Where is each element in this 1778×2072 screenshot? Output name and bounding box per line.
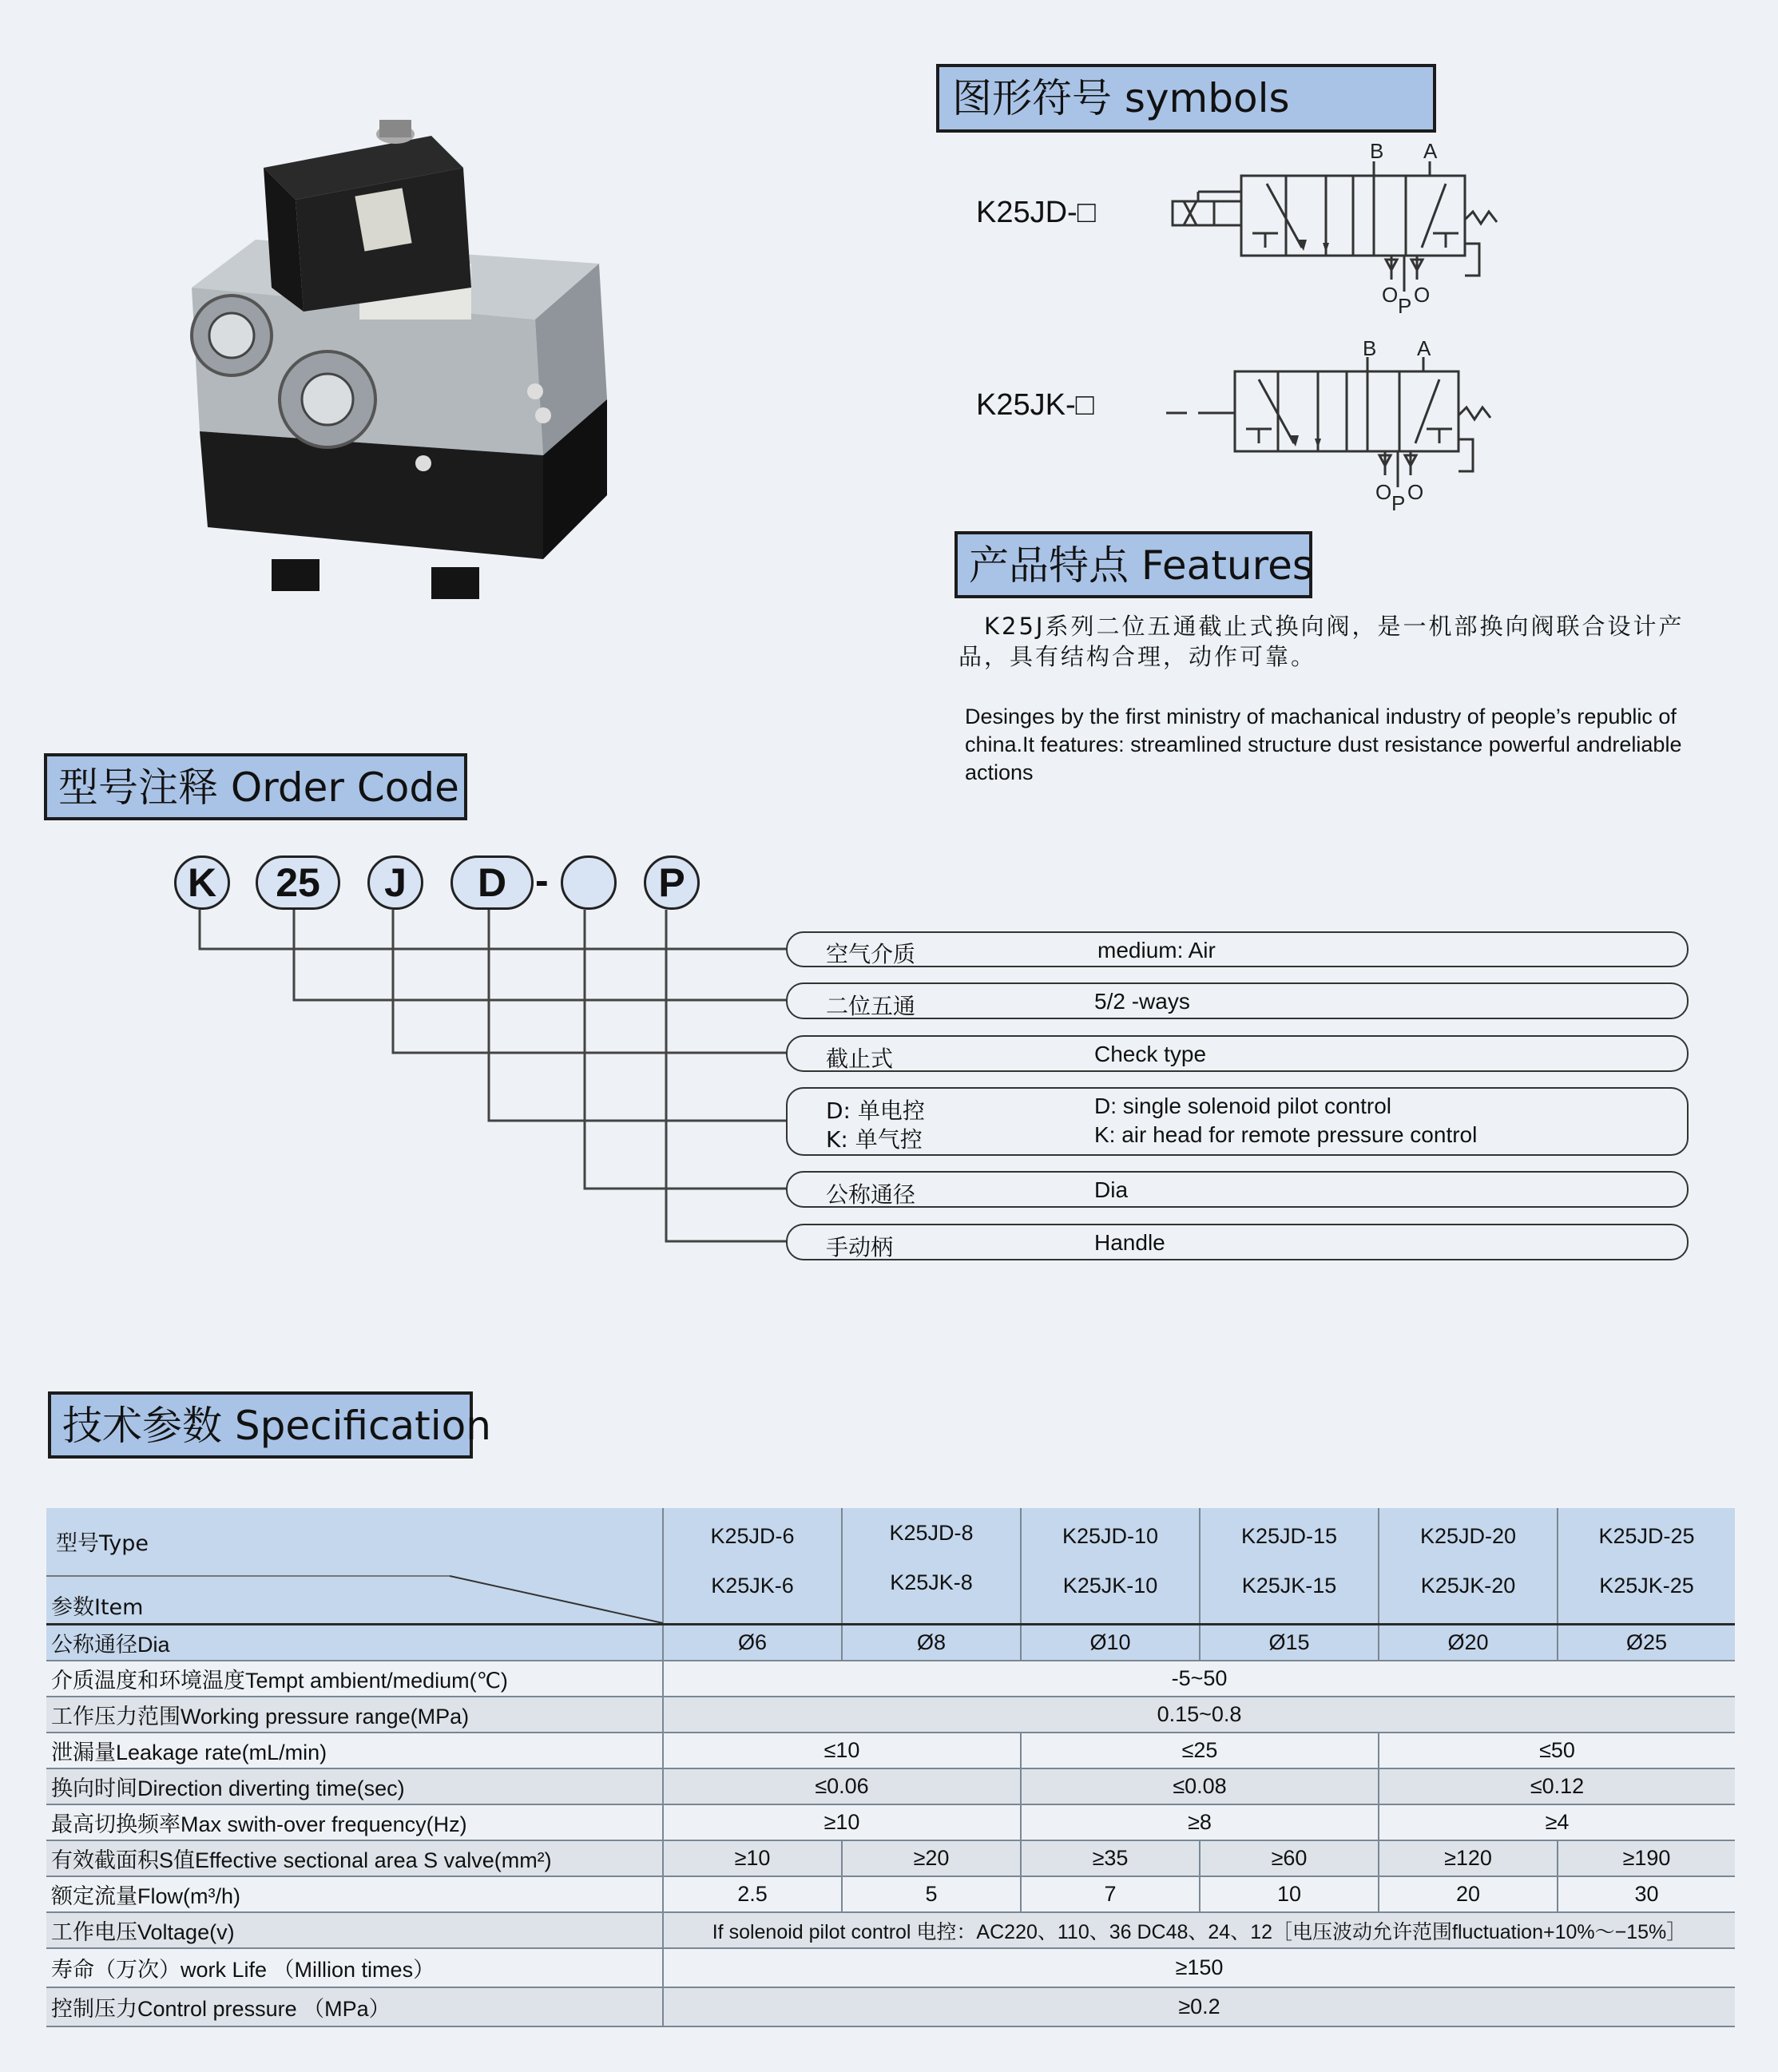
code-row-check-type (786, 1035, 1689, 1072)
cell: Ø15 (1200, 1625, 1379, 1661)
cell: Ø10 (1021, 1625, 1200, 1661)
code-part-type: J (367, 855, 423, 910)
port-o-label: O (1414, 283, 1431, 307)
header-type-label: 型号Type (56, 1531, 149, 1556)
cell: 7 (1021, 1876, 1200, 1912)
code-dash: - (535, 858, 549, 903)
cell: 20 (1379, 1876, 1558, 1912)
cell: ≥150 (663, 1948, 1735, 1987)
cell: ≥8 (1021, 1804, 1379, 1840)
model-jd: K25JD-8 (889, 1521, 974, 1545)
model-jk: K25JK-8 (890, 1570, 973, 1594)
row-label: 控制压力Control pressure （MPa） (46, 1987, 663, 2026)
code-row-en: Check type (1094, 1042, 1207, 1066)
cell: ≥60 (1200, 1840, 1379, 1876)
port-o-label: O (1382, 283, 1399, 307)
cell: ≥10 (663, 1804, 1021, 1840)
model-jd: K25JD-25 (1598, 1524, 1695, 1548)
model-jd: K25JD-20 (1419, 1524, 1517, 1548)
cell: Ø20 (1379, 1625, 1558, 1661)
cell: -5~50 (663, 1661, 1735, 1697)
port-p-label: P (1391, 491, 1406, 515)
cell: ≤0.08 (1021, 1768, 1379, 1804)
code-row-en: 5/2 -ways (1094, 989, 1190, 1014)
features-section-title: 产品特点 Features (954, 531, 1312, 598)
cell: ≥0.2 (663, 1987, 1735, 2026)
cell: 0.15~0.8 (663, 1697, 1735, 1733)
cell: ≥35 (1021, 1840, 1200, 1876)
spec-row-life (46, 1948, 1735, 1987)
row-label: 额定流量Flow(m³/h) (46, 1876, 663, 1912)
code-row-zh: 空气介质 (826, 941, 916, 967)
row-label: 介质温度和环境温度Tempt ambient/medium(℃) (46, 1661, 663, 1697)
features-description-zh: K25J系列二位五通截止式换向阀，是一机部换向阀联合设计产品，具有结构合理，动作可靠。 (958, 613, 1685, 670)
cell: ≤50 (1379, 1733, 1735, 1768)
spec-table (46, 1508, 1735, 2027)
port-b-label: B (1370, 144, 1384, 163)
port-o-label: O (1375, 480, 1392, 504)
spec-section-title: 技术参数 Specification (48, 1391, 473, 1459)
cell: 10 (1200, 1876, 1379, 1912)
code-row-en: Dia (1094, 1177, 1129, 1202)
code-part-series: K (174, 855, 230, 910)
code-row-ways (786, 982, 1689, 1019)
code-row-zh: D: 单电控 (826, 1098, 925, 1124)
port-a-label: A (1423, 144, 1438, 163)
row-label: 工作电压Voltage(v) (46, 1912, 663, 1948)
cell: ≤25 (1021, 1733, 1379, 1768)
cell: 30 (1558, 1876, 1735, 1912)
features-description-en: Desinges by the first ministry of machanical industry of people’s republic of china.It features: streamlined structure dust resistance powerful andreliable actions (965, 705, 1682, 784)
k25jd-symbol-label: K25JD-□ (976, 196, 1096, 229)
port-b-label: B (1363, 339, 1377, 360)
code-row-en: D: single solenoid pilot control (1094, 1094, 1391, 1118)
spec-row-voltage (46, 1912, 1735, 1948)
symbols-section-title: 图形符号 symbols (936, 64, 1436, 133)
row-label: 最高切换频率Max swith-over frequency(Hz) (46, 1804, 663, 1840)
code-row-control (786, 1087, 1689, 1156)
port-o-label: O (1407, 480, 1424, 504)
header-item-label: 参数Item (51, 1595, 144, 1620)
model-jd: K25JD-15 (1240, 1524, 1338, 1548)
model-jd: K25JD-6 (710, 1524, 795, 1548)
row-label: 工作压力范围Working pressure range(MPa) (46, 1697, 663, 1733)
code-row-medium (786, 931, 1689, 967)
spec-row-leakage (46, 1733, 1735, 1768)
cell: ≥190 (1558, 1840, 1735, 1876)
spec-row-flow (46, 1876, 1735, 1912)
model-jk: K25JK-20 (1420, 1574, 1516, 1598)
cell: Ø25 (1558, 1625, 1735, 1661)
spec-row-dia (46, 1625, 1735, 1661)
cell: ≥10 (663, 1840, 842, 1876)
k25jk-symbol-label: K25JK-□ (976, 388, 1094, 422)
code-part-control: D (450, 855, 534, 910)
code-row-en-2: K: air head for remote pressure control (1094, 1122, 1478, 1147)
code-part-handle: P (644, 855, 700, 910)
row-label: 有效截面积S值Effective sectional area S valve(mm²) (46, 1840, 663, 1876)
code-row-dia (786, 1171, 1689, 1208)
port-p-label: P (1398, 294, 1412, 318)
cell: 2.5 (663, 1876, 842, 1912)
code-row-handle (786, 1224, 1689, 1260)
port-a-label: A (1417, 339, 1431, 360)
spec-row-temp (46, 1661, 1735, 1697)
spec-row-frequency (46, 1804, 1735, 1840)
code-part-ways: 25 (256, 855, 340, 910)
cell: Ø8 (842, 1625, 1021, 1661)
spec-row-area (46, 1840, 1735, 1876)
cell: ≥20 (842, 1840, 1021, 1876)
code-row-en: Handle (1094, 1230, 1165, 1255)
model-jk: K25JK-25 (1599, 1574, 1694, 1598)
spec-row-control-pressure (46, 1987, 1735, 2026)
code-row-zh: 公称通径 (826, 1181, 916, 1208)
model-jk: K25JK-10 (1062, 1574, 1158, 1598)
row-label: 泄漏量Leakage rate(mL/min) (46, 1733, 663, 1768)
cell: Ø6 (663, 1625, 842, 1661)
cell: 5 (842, 1876, 1021, 1912)
cell: ≥4 (1379, 1804, 1735, 1840)
cell: ≤0.12 (1379, 1768, 1735, 1804)
cell: ≥120 (1379, 1840, 1558, 1876)
cell: If solenoid pilot control 电控：AC220、110、36 DC48、24、12［电压波动允许范围fluctuation+10%〜−15%］ (663, 1912, 1735, 1948)
code-row-zh: 二位五通 (826, 993, 916, 1019)
header-diagonal-line (46, 1508, 663, 1623)
spec-header-row (46, 1508, 1735, 1625)
model-jk: K25JK-15 (1241, 1574, 1337, 1598)
row-label: 换向时间Direction diverting time(sec) (46, 1768, 663, 1804)
code-row-zh-2: K: 单气控 (826, 1126, 923, 1153)
code-row-en: medium: Air (1097, 938, 1216, 963)
code-row-zh: 手动柄 (826, 1234, 894, 1260)
row-label: 公称通径Dia (46, 1625, 663, 1661)
cell: ≤10 (663, 1733, 1021, 1768)
order-code-section-title: 型号注释 Order Code (44, 753, 467, 820)
model-jd: K25JD-10 (1062, 1524, 1159, 1548)
cell: ≤0.06 (663, 1768, 1021, 1804)
row-label: 寿命（万次）work Life （Million times） (46, 1948, 663, 1987)
model-jk: K25JK-6 (711, 1574, 794, 1598)
spec-row-pressure (46, 1697, 1735, 1733)
code-row-zh: 截止式 (826, 1046, 894, 1072)
spec-row-time (46, 1768, 1735, 1804)
